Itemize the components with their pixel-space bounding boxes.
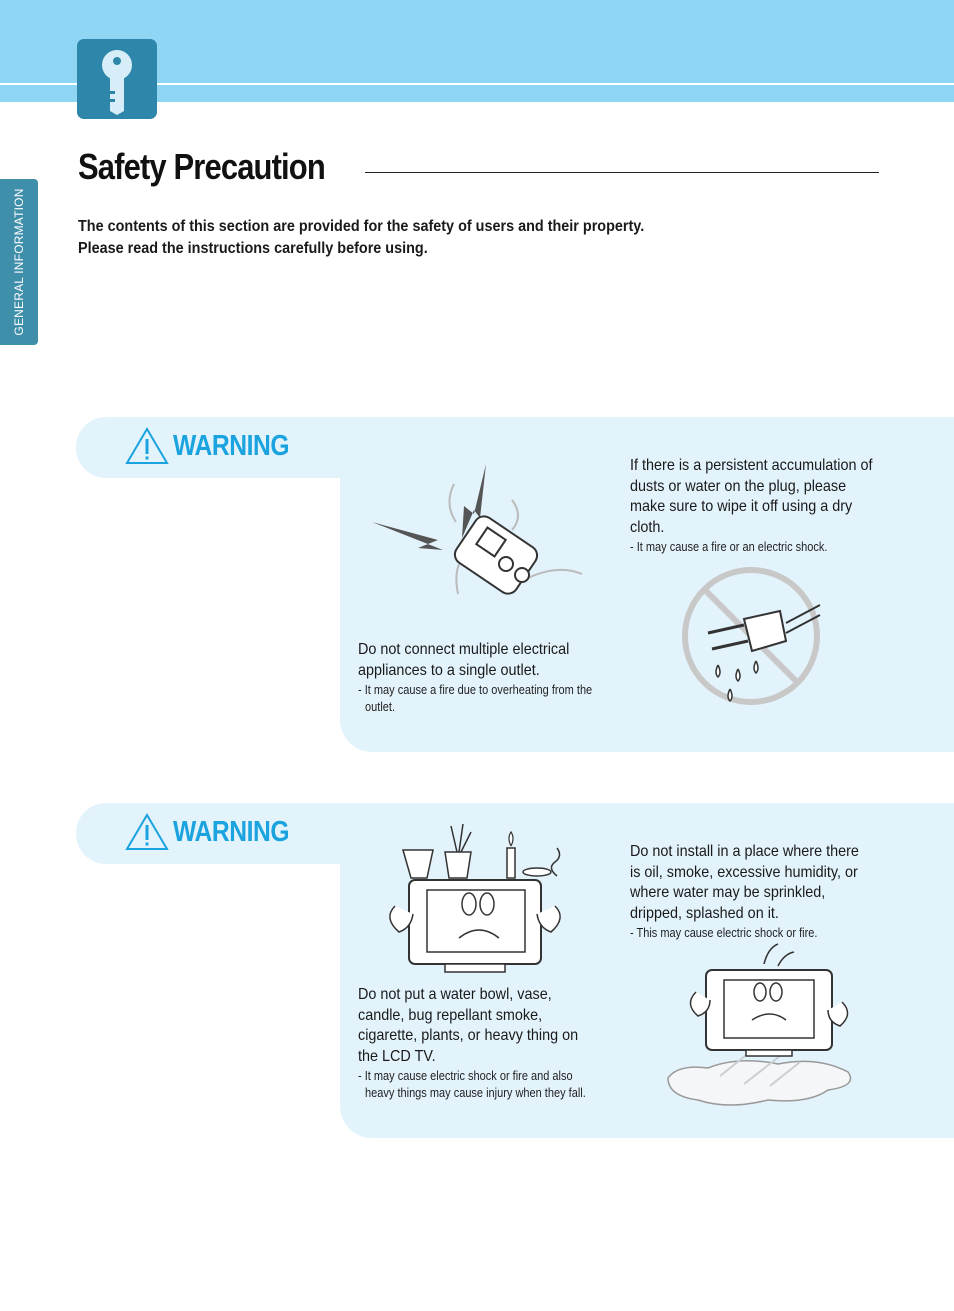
item-3-main: Do not put a water bowl, vase, candle, bug repellant smoke, cigarette, plants, or heavy thing on the LCD TV. [358, 986, 579, 1065]
intro-line-2: Please read the instructions carefully before using. [78, 240, 428, 257]
item-2-text [630, 456, 900, 538]
item-3-note [358, 1068, 636, 1102]
warning-label: WARNING [173, 815, 290, 848]
title-rule [365, 172, 879, 173]
side-tab [0, 179, 38, 345]
item-4-text [630, 842, 900, 924]
item-4-main: Do not install in a place where there is oil, smoke, excessive humidity, or where water may be sprinkled, dripped, splashed on it. [630, 843, 859, 922]
page-title: Safety Precaution [78, 146, 325, 187]
tv-with-objects-illustration [375, 820, 580, 978]
item-2-note-text: - It may cause a fire or an electric shock. [630, 540, 828, 554]
item-1-text [358, 640, 628, 681]
power-strip-illustration [368, 462, 590, 614]
tv-in-puddle-illustration [660, 940, 865, 1115]
section-1-warning-heading [125, 427, 310, 465]
item-1-note-text: - It may cause a fire due to overheating from the outlet. [358, 683, 593, 714]
item-3-note-text: - It may cause electric shock or fire and also heavy things may cause injury when they fall. [358, 1069, 586, 1100]
item-1-note [358, 682, 636, 716]
wet-plug-prohibited-illustration [680, 565, 822, 707]
side-tab-label: GENERAL INFORMATION [12, 188, 26, 336]
item-2-note [630, 539, 908, 556]
item-1-main: Do not connect multiple electrical appliances to a single outlet. [358, 641, 570, 679]
section-2-warning-heading [125, 813, 310, 851]
intro-text [78, 216, 707, 260]
key-icon [77, 39, 157, 119]
warning-triangle-icon [125, 813, 169, 851]
item-4-note-text: - This may cause electric shock or fire. [630, 926, 818, 940]
item-3-text [358, 985, 628, 1067]
warning-label: WARNING [173, 429, 290, 462]
intro-line-1: The contents of this section are provided for the safety of users and their property. [78, 218, 645, 235]
item-2-main: If there is a persistent accumulation of dusts or water on the plug, please make sure to wipe it off using a dry cloth. [630, 457, 873, 536]
warning-triangle-icon [125, 427, 169, 465]
